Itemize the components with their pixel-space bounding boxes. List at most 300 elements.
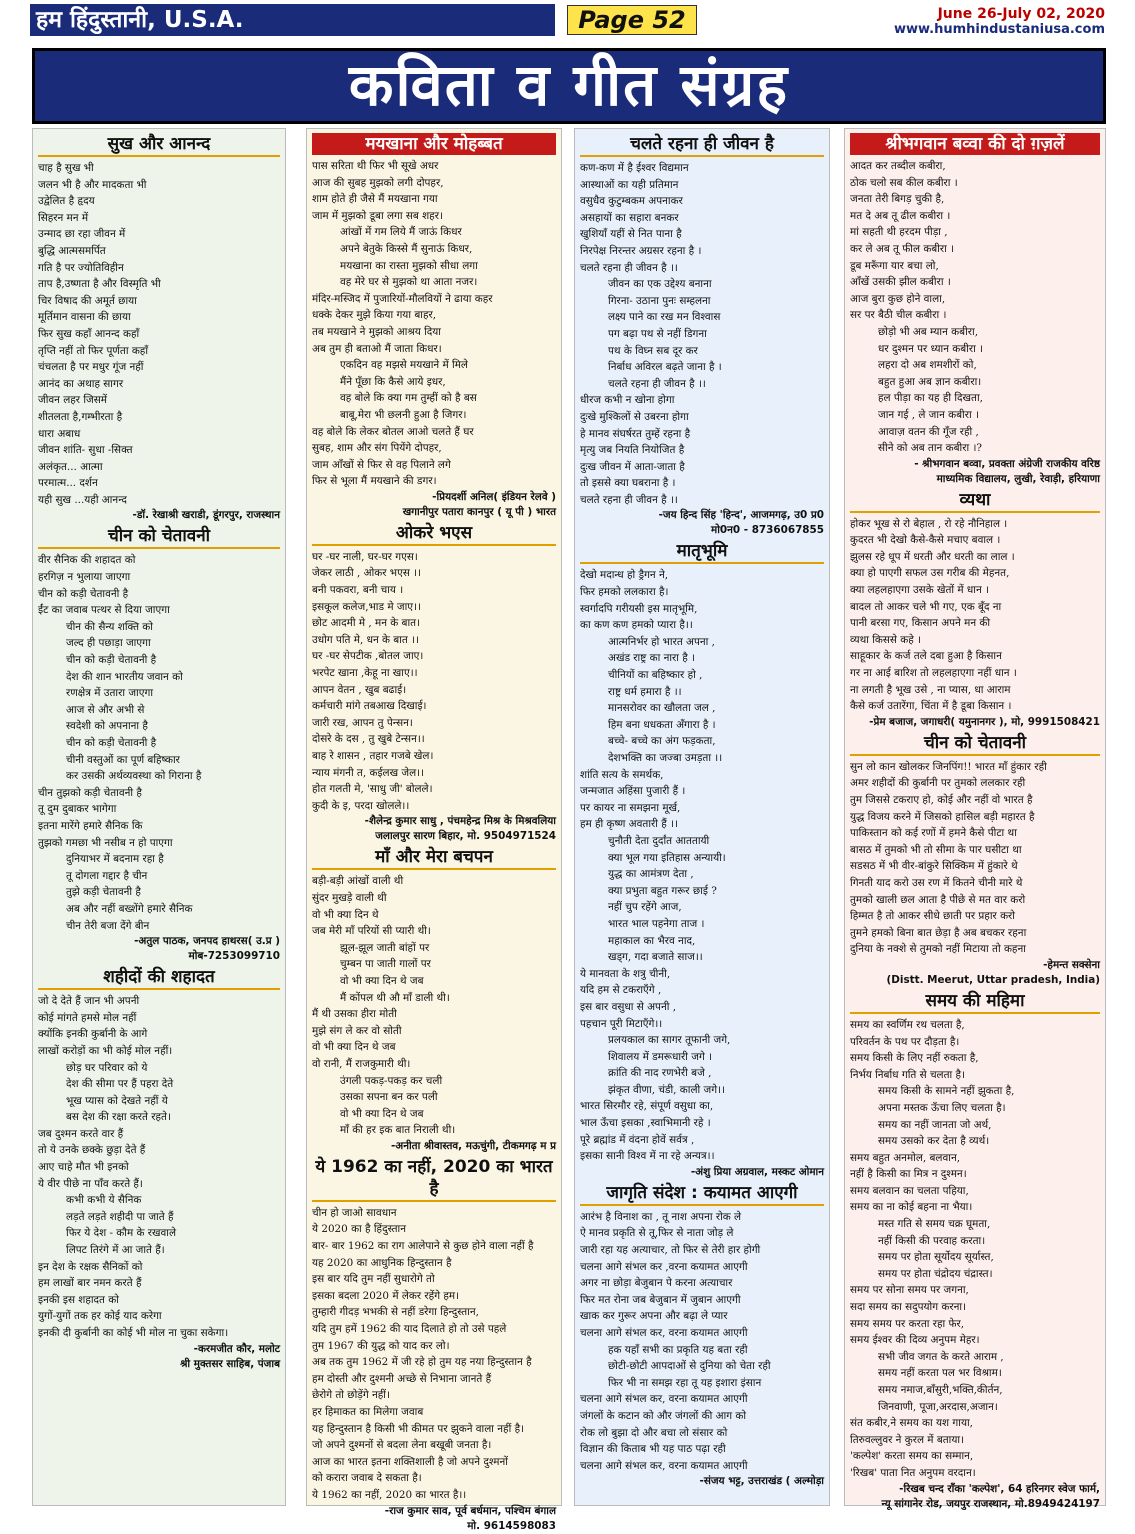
poem-line: अब तक तुम 1962 में जी रहे हो तुम यह नया हिन्दुस्तान है — [312, 1356, 532, 1369]
poem-line: उंगली पकड़-पकड़ कर चली — [340, 1074, 443, 1087]
poem-line: फिर भी ना समझ रहा तू यह इशारा इंसान — [608, 1376, 762, 1389]
poem-line: खड्ग, गदा बजाते साज।। — [608, 951, 703, 964]
poem-line: समय उसको कर देता है व्यर्थ। — [878, 1135, 990, 1148]
poem-author: - श्रीभगवान बव्वा, प्रवक्ता अंग्रेजी राजकीय वरिष्ठ — [914, 457, 1100, 470]
poem-line: नहीं चुप रहेंगे आज, — [608, 901, 682, 914]
poem-line: आज की सुबह मुझको लगी दोपहर, — [312, 176, 444, 189]
poem-line: चीन हो जाओ सावधान — [312, 1206, 397, 1219]
poem-line: इनकी इस शहादत को — [38, 1293, 119, 1306]
poem-line: भारत भाल पहनेगा ताज । — [608, 917, 705, 930]
poem-line: चीन तुझको कड़ी चेतावनी है — [38, 786, 142, 799]
poem-line: रणक्षेत्र में उतारा जाएगा — [66, 687, 154, 700]
poem-line: पाकिस्तान को कई रणों में हमने कैसे पीटा था — [850, 827, 1017, 840]
website-link[interactable]: www.humhindustaniusa.com — [893, 22, 1105, 37]
poem-line: आपन वेतन , खुब बढाई। — [312, 683, 407, 696]
poem-line: इन देश के रक्षक सैनिकों को — [38, 1260, 143, 1273]
poem-line: आज से और अभी से — [66, 703, 145, 716]
poem-line: देखो मदान्ध हो ड्रैगन ने, — [580, 569, 669, 582]
page-banner: कविता व गीत संग्रह — [32, 48, 1106, 124]
poem-line: वह बोले कि क्या गम तुम्हीं को है बस — [340, 392, 477, 405]
poem-line: लिपट तिरंगे में आ जाते हैं। — [66, 1244, 165, 1257]
poem-author: -अतुल पाठक, जनपद हाथरस( उ.प्र ) — [134, 935, 280, 948]
poem-line: बाह रे शासन , तहार गजबे खेल। — [312, 750, 434, 762]
poem-author: -राज कुमार साव, पूर्व बर्धमान, पश्चिम बंगाल — [384, 1504, 556, 1517]
poem-line: समय पर होता चंद्रोदय चंद्रास्त। — [878, 1267, 993, 1280]
poem-line: यदि हम से टकराएँगे , — [580, 984, 662, 997]
poem-line: कर ले अब तू फील कबीरा । — [850, 242, 955, 255]
poem-line: चीन तेरी बजा देंगे बीन — [66, 919, 150, 932]
poem-line: समय बलवान का चलता पहिया, — [850, 1184, 969, 1197]
poem-line: ऐ मानव प्रकृति से तू,फिर से नाता जोड़ ले — [580, 1227, 734, 1240]
poem-line: हम ही कृष्ण अवतारी हैं ।। — [580, 818, 678, 831]
poem-line: वो भी क्या दिन थे जब — [340, 974, 424, 987]
poem-line: निर्बाध अविरल बढ़ते जाना है । — [608, 361, 722, 374]
poem-line: यह हिन्दुस्तान है किसी भी कीमत पर झुकने वाला नहीं है। — [312, 1422, 525, 1435]
poem-line: गर ना आई बारिश तो लहलहाएगा नहीं धान । — [850, 667, 1017, 680]
poem-line: समय समय पर करता रहा फेर, — [850, 1317, 965, 1330]
poem-line: यदि तुम हमें 1962 की याद दिलाते हो तो उसे पहले — [312, 1323, 507, 1336]
poem-line: तुम्हारी गीदड़ भभकी से नहीं डरेगा हिन्दुस्तान, — [312, 1306, 479, 1319]
poem-line: छेरोगे तो छोड़ेंगे नहीं। — [312, 1389, 390, 1402]
poem-line: मैं कोंपल थी औ माँ डाली थी। — [340, 991, 450, 1004]
poem-line: वह मेरे घर से मुझको था आता नजर। — [340, 276, 478, 289]
poem-line: आँखें उसकी झील कबीरा । — [850, 276, 951, 289]
poem-line: चलना आगे संभल कर ,वरना कयामत आएगी — [580, 1260, 748, 1273]
poem-line: अलंकृत... आत्मा — [38, 460, 103, 473]
poem-title: मयखाना और मोहब्बत — [312, 133, 556, 155]
poem-line: ये 1962 का नहीं, 2020 का भारत है।। — [312, 1488, 467, 1501]
poem-line: चंचलता है पर मधुर गूंज नहीं — [38, 361, 144, 374]
poem-line: बासठ में तुमको भी तो सीमा के पार घसीटा था — [850, 843, 1022, 856]
poem-line: दुःखे मुश्किलों से उबरना होगा — [580, 410, 689, 423]
poem-line: तुझको गमछा भी नसीब न हो पाएगा — [38, 836, 173, 849]
poem-line: क्योंकि इनकी कुर्बानी के आगे — [38, 1028, 148, 1041]
poem-line: हिम्मत है तो आकर सीधे छाती पर प्रहार करो — [850, 910, 1015, 923]
poem-line: उन्माद छा रहा जीवन में — [38, 228, 126, 241]
poem-line: जब मेरी माँ परियों सी प्यारी थी। — [312, 925, 431, 938]
poem-line: घर -घर सेपटीक ,बोतल जाए। — [312, 650, 424, 663]
poem-line: मुझे संग ले कर वो सोती — [312, 1024, 402, 1037]
poem-line: वह बोले कि लेकर बोतल आओ चलते हैं घर — [312, 425, 474, 438]
poem-line: दुनिया के नक्शे से तुमको नहीं मिटाया तो कहना — [850, 943, 1026, 956]
poem-line: ठोक चलो सब कील कबीरा । — [850, 176, 958, 189]
poem-line: चीनी वस्तुओं का पूर्ण बहिष्कार — [66, 753, 180, 766]
poem-line: 'रिखब' पाता नित अनुपम वरदान। — [850, 1466, 976, 1479]
column-3 — [574, 128, 830, 1506]
poem-line: बुद्धि आत्मसमर्पित — [38, 244, 106, 257]
poem-line: ना लगती है भूख उसे , ना प्यास, धा आराम — [850, 683, 1011, 696]
poem-line: झूल-झूल जाती बांहों पर — [340, 941, 430, 954]
poem-line: जीवन लहर जिसमें — [38, 394, 108, 407]
poem-line: होकर भूख से रो बेहाल , रो रहे नौनिहाल । — [850, 517, 1008, 530]
poem-line: यही सुख ...यही आनन्द — [38, 493, 127, 506]
poem-line: कैसे कर्ज उतारेंगा, चिंता में है डूबा किसान । — [850, 700, 1012, 713]
poem-title: चीन को चेतावनी — [38, 525, 280, 549]
poem-line: पथ के विघ्न सब दूर कर — [608, 344, 698, 357]
poem-line: अब और नहीं बख्शेंगे हमारे सैनिक — [66, 902, 193, 915]
poem-author: -संजय भट्ट, उत्तराखंड ( अल्मोड़ा — [699, 1475, 824, 1488]
poem-line: संत कबीर,ने समय का यश गाया, — [850, 1417, 973, 1430]
poem-line: तुम जिससे टकराए हो, कोई और नहीं वो भारत है — [850, 794, 1033, 806]
poem-line: मां सहती थी हरदम पीड़ा , — [850, 226, 948, 239]
poem-title: समय की महिमा — [850, 990, 1100, 1014]
poem-title: जागृति संदेश : कयामत आएगी — [580, 1182, 824, 1206]
poem-line: अखंड राष्ट्र का नारा है । — [608, 652, 696, 665]
poem-line: फिर ये देश - कौम के रखवाले — [66, 1227, 177, 1240]
poem-line: मृत्यु जब नियति नियोजित है — [580, 444, 685, 457]
poem-line: बहुत हुआ अब ज्ञान कबीरा। — [878, 375, 982, 388]
poem-line: छोटी-छोटी आपदाओं से दुनिया को चेता रही — [608, 1360, 771, 1373]
poem-line: जो दे देते हैं जान भी अपनी — [38, 995, 140, 1008]
poem-line: पर कायर ना समझना मूर्ख, — [580, 801, 681, 814]
poem-line: ये मानवता के शत्रु चीनी, — [580, 967, 671, 980]
poem-line: तू दोगला गद्दार है चीन — [66, 869, 148, 882]
poem-line: भूख प्यास को देखते नहीं ये — [66, 1094, 168, 1107]
poem-line: पास सरिता थी फिर भी सूखे अधर — [312, 160, 439, 172]
poem-line: अमर शहीदों की कुर्बानी पर तुमको ललकार रही — [850, 777, 1026, 790]
poem-line: मैं थी उसका हीरा मोती — [312, 1008, 397, 1021]
poem-title: श्रीभगवान बव्वा की दो ग़ज़लें — [850, 133, 1100, 155]
poem-line: दुःख जीवन में आता-जाता है — [580, 460, 685, 473]
poem-line: तुझे कड़ी चेतावनी है — [66, 886, 141, 899]
poem-line: क्या लहलहाएगा उसके खेतों में धान । — [850, 584, 990, 597]
poem-line: चलना आगे संभल कर, वरना कयामत आएगी — [580, 1459, 748, 1472]
poem-line: जो अपने दुश्मनों से बदला लेना बखूबी जनता है। — [312, 1439, 492, 1452]
poem-line: न्याय मंगनी त, कईलख जेल।। — [312, 766, 425, 779]
poem-line: समय नमाज,बाँसुरी,भक्ति,कीर्तन, — [878, 1384, 1003, 1396]
poem-line: झुलस रहे धूप में धरती और धरती का लाल । — [850, 550, 1015, 563]
page-number: Page 52 — [567, 5, 697, 35]
poem-line: जिनवाणी, पूजा,अरदास,अजान। — [878, 1400, 998, 1413]
poem-line: महाकाल का भैरव नाद, — [608, 934, 696, 947]
poem-line: सीने को अब तान कबीरा ।? — [878, 442, 982, 455]
poem-line: जन्मजात अहिंसा पुजारी हैं । — [580, 785, 686, 798]
poem-author: -शैलेन्द्र कुमार साधु , पंचमहेन्द्र मिश्र के मिश्रवलिया — [364, 815, 556, 828]
poem-line: जारी रहा यह अत्याचार, तो फिर से तेरी हार होगी — [580, 1244, 761, 1257]
poem-line: ये वीर पीछे ना पाँव करते हैं। — [38, 1177, 143, 1190]
poem-line: आंखों में गम लिये मैं जाऊं किधर — [340, 226, 462, 239]
poem-author: (Distt. Meerut, Uttar pradesh, India) — [886, 973, 1100, 986]
poem-line: को करारा जवाब दे सकता है। — [312, 1472, 422, 1485]
poem-author: -करमजीत कौर, मलोट — [193, 1342, 280, 1355]
poem-line: ईंट का जवाब पत्थर से दिया जाएगा — [38, 604, 170, 617]
poem-line: नहीं किसी की परवाह करता। — [878, 1234, 986, 1247]
poem-line: इनकी दी कुर्बानी का कोई भी मोल ना चुका सकेगा। — [38, 1327, 229, 1339]
poem-line: हक यहाँ सभी का प्रकृति यह बता रही — [608, 1343, 748, 1356]
column-4 — [844, 128, 1106, 1510]
poem-author: -प्रियदर्शी अनिल( इंडियन रेलवे ) — [432, 490, 556, 503]
poem-author: -जय हिन्द सिंह 'हिन्द', आजमगढ़, उ0 प्र0 — [658, 509, 824, 522]
poem-line: छोट आदमी मे , मन के बात। — [312, 617, 421, 630]
poem-line: हरगिज़ न भुलाया जाएगा — [38, 571, 131, 584]
poem-line: विज्ञान की किताब भी यह पाठ पढ़ा रही — [580, 1443, 726, 1456]
poem-line: मानसरोवर का खौलता जल , — [608, 702, 716, 715]
poem-line: राष्ट्र धर्म हमारा है ।। — [608, 685, 682, 698]
poem-line: शांति सत्य के समर्थक, — [580, 768, 664, 781]
poem-line: पूरे ब्रह्मांड में वंदना होवें सर्वत्र , — [580, 1133, 695, 1146]
poem-line: युद्ध विजय करने में जिसको हासिल बड़ी महारत है — [850, 810, 1035, 823]
poem-line: जेकर लाठी , ओकर भएस ।। — [312, 567, 422, 580]
poem-line: चलते रहना ही जीवन है ।। — [580, 493, 678, 506]
poem-line: डूब मरूँगा यार बचा लो, — [850, 259, 939, 272]
poem-line: आस्थाओं का यही प्रतिमान — [580, 178, 679, 191]
poem-line: बच्चे- बच्चे का अंग फड़कता, — [608, 735, 716, 748]
poem-line: छोड़ घर परिवार को ये — [66, 1061, 148, 1074]
poem-line: तृप्ति नहीं तो फिर पूर्णता कहाँ — [38, 344, 149, 357]
poem-line: कभी कभी ये सैनिक — [66, 1194, 142, 1207]
poem-line: फिर से भूला मैं मयखाने की डगर। — [312, 475, 437, 488]
poem-line: व्यथा किससे कहे । — [850, 633, 921, 646]
poem-line: समय बहुत अनमोल, बलवान, — [850, 1151, 961, 1164]
poem-line: कण-कण में है ईश्वर विद्यमान — [580, 162, 689, 174]
poem-line: मस्त गति से समय चक्र घूमता, — [878, 1218, 991, 1231]
poem-line: आदत कर तब्दील कबीरा, — [850, 160, 946, 172]
poem-line: धर दुश्मन पर ध्यान कबीरा । — [878, 342, 984, 355]
poem-line: हिम बना धधकता अँगारा है । — [608, 718, 716, 731]
poem-line: चुनौती देता दुर्दांत आततायी — [608, 834, 710, 847]
poem-line: आए चाहे मौत भी इनको — [38, 1161, 129, 1174]
poem-line: अपने बेतुके किस्से मैं सुनाऊं किधर, — [340, 242, 473, 255]
poem-line: इस बार वसुधा से अपनी , — [580, 1000, 677, 1013]
poem-title: चीन को चेतावनी — [850, 732, 1100, 756]
poem-line: वो भी क्या दिन थे जब — [312, 1041, 396, 1054]
poem-title: मातृभूमि — [580, 540, 824, 564]
poem-line: स्वदेशी को अपनाना है — [66, 720, 148, 733]
poem-line: लहरा दो अब शमशीरों को, — [878, 359, 977, 372]
poem-line: चीन को कड़ी चेतावनी है — [38, 587, 129, 600]
poem-line: लक्ष्य पाने का रख मन विश्वास — [608, 311, 721, 324]
poem-line: चाह है सुख भी — [38, 162, 94, 174]
column-1 — [32, 128, 286, 1506]
poem-title: माँ और मेरा बचपन — [312, 846, 556, 870]
poem-line: क्या हो पाएगी सफल उस गरीब की मेहनत, — [850, 567, 1010, 580]
poem-line: हल पीड़ा का यह ही दिखता, — [878, 392, 983, 405]
poem-line: पग बढ़ा पथ से नहीं डिगना — [608, 327, 707, 340]
poem-line: समय पर सोना समय पर जगना, — [850, 1284, 969, 1297]
poem-line: सुबह, शाम और संग पियेंगे दोपहर, — [312, 442, 442, 455]
poem-line: प्रलयकाल का सागर तूफानी जगे, — [608, 1034, 731, 1047]
poem-line: साहूकार के कर्ज तले दबा हुआ है किसान — [850, 650, 1002, 663]
poem-line: गिरना- उठाना पुनः सम्हलना — [608, 294, 711, 307]
poem-author: -अनीता श्रीवास्तव, मऊचुंगी, टीकमगढ़ म प्र — [390, 1139, 556, 1152]
poem-line: तुमको खाली छल आता है पीछे से मत वार करो — [850, 893, 1026, 906]
poem-line: मूर्तिमान वासना की छाया — [38, 311, 131, 324]
poem-line: तब मयखाने ने मुझको आश्रय दिया — [312, 325, 442, 338]
poem-line: इसका सानी विश्व में ना रहे अन्यत्र।। — [580, 1150, 715, 1163]
poem-line: घर -घर नाली, घर-घर गएस। — [312, 550, 418, 563]
poem-line: निरपेक्ष निरन्तर अग्रसर रहना है । — [580, 244, 702, 257]
poem-author: -हेमन्त सक्सेना — [1043, 958, 1100, 971]
poem-line: देश की सीमा पर हैं पहरा देते — [66, 1078, 174, 1091]
poem-line: क्या भूल गया इतिहास अन्यायी। — [608, 851, 726, 864]
poem-line: चीन को कड़ी चेतावनी है — [66, 737, 157, 749]
poem-line: धीरज कभी न खोना होगा — [580, 394, 675, 407]
poem-line: जाम आँखों से फिर से वह पिलाने लगे — [312, 458, 451, 471]
poem-line: भरपेट खाना ,केहू ना खाए।। — [312, 667, 418, 680]
poem-line: गति है पर ज्योतिविहीन — [38, 261, 124, 274]
poem-line: सदा समय का सदुपयोग करना। — [850, 1301, 967, 1314]
poem-line: धारा अबाध — [38, 427, 81, 440]
poem-title: चलते रहना ही जीवन है — [580, 133, 824, 157]
poem-author: श्री मुक्तसर साहिब, पंजाब — [180, 1357, 280, 1370]
poem-line: दुनियाभर में बदनाम रहा है — [66, 853, 164, 866]
poem-line: उधोग पति मे, धन के बात ।। — [312, 633, 420, 646]
poem-line: नहीं है किसी का मित्र न दुश्मन। — [850, 1168, 967, 1181]
poem-line: पहचान पूरी मिटाएँगे।। — [580, 1017, 663, 1030]
poem-line: आज बुरा कुछ होने वाला, — [850, 292, 946, 305]
poem-line: युद्ध का आमंत्रण देता , — [608, 868, 694, 881]
poem-line: झंकृत वीणा, चंडी, काली जगे।। — [608, 1083, 725, 1096]
poem-line: चलते रहना ही जीवन है ।। — [608, 377, 706, 390]
poem-line: उद्वेलित है हृदय — [38, 195, 95, 208]
poem-line: अपना मस्तक ऊँचा लिए चलता है। — [878, 1101, 1006, 1114]
poem-line: इस बार यदि तुम नहीं सुधारोगे तो — [312, 1273, 435, 1286]
poem-line: क्या प्रभुता बहुत गरूर छाई ? — [608, 884, 717, 897]
poem-line: निर्भय निर्बाध गति से चलता है। — [850, 1068, 965, 1081]
poem-line: लाखों करोड़ों का भी कोई मोल नहीं। — [38, 1044, 173, 1057]
poem-title: ये 1962 का नहीं, 2020 का भारत है — [312, 1156, 556, 1202]
poem-line: समय का ना कोई बहना ना भैया। — [850, 1201, 973, 1214]
poem-title: सुख और आनन्द — [38, 133, 280, 157]
poem-title: व्यथा — [850, 489, 1100, 513]
poem-line: समय किसी के लिए नहीं रुकता है, — [850, 1052, 979, 1065]
poem-line: होत गलती मे, 'साधु जी' बोलले। — [312, 783, 433, 796]
poem-line: मैंने पूँछा कि कैसे आये इधर, — [340, 375, 446, 388]
poem-line: सर पर बैठी चील कबीरा । — [850, 309, 947, 322]
poem-line: माँ की हर इक बात निराली थी। — [340, 1124, 456, 1137]
poem-line: वो भी क्या दिन थे जब — [340, 1107, 424, 1120]
poem-author: न्यू सांगानेर रोड, जयपुर राजस्थान, मो.8949424197 — [881, 1497, 1100, 1510]
poem-author: मो0न0 - 8736067855 — [711, 524, 824, 537]
poem-line: वीर सैनिक की शहादत को — [38, 554, 136, 567]
poem-line: ताप है,उष्णता है और विस्मृति भी — [38, 278, 161, 291]
poem-line: दोसरे के दस , तु खुबे टेन्सन।। — [312, 733, 425, 746]
poem-title: ओकरे भएस — [312, 522, 556, 546]
poem-line: जब दुश्मन करते वार हैं — [38, 1127, 124, 1140]
poem-line: फिर मत रोना जब बेजुबान में जुबान आएगी — [580, 1293, 741, 1306]
poem-line: आनंद का अथाह सागर — [38, 377, 124, 390]
poem-line: जंगलों के कटान को और जंगलों की आग को — [580, 1409, 747, 1422]
poem-line: जल्द ही पछाड़ा जाएगा — [66, 637, 151, 650]
poem-line: चलना आगे संभल कर, वरना कयामत आएगी — [580, 1327, 748, 1339]
poem-line: आत्मनिर्भर हो भारत अपना , — [608, 635, 715, 648]
poem-line: ये 2020 का है हिंदुस्तान — [312, 1223, 407, 1236]
poem-line: वसुधैव कुटुम्बकम अपनाकर — [580, 195, 683, 208]
poem-line: तुम 1967 की युद्ध को याद कर लो। — [312, 1339, 450, 1352]
poem-line: हे मानव संघर्षरत तुम्हें रहना है — [580, 427, 691, 440]
poem-line: सिहरन मन में — [38, 211, 89, 224]
poem-author: -रिखब चन्द राँका 'कल्पेश', 64 हरिनगर स्वेज फार्म, — [899, 1482, 1100, 1495]
poem-line: गिनती याद करो उस रण में कितने चीनी मारे थे — [850, 876, 1023, 889]
poem-line: कुदी के इ, परदा खोलले।। — [312, 799, 410, 812]
poem-line: सभी जीव जगत के करते आराम , — [878, 1350, 1004, 1363]
poem-line: शीतलता है,गम्भीरता है — [38, 410, 123, 423]
issue-date-block — [894, 6, 1105, 38]
poem-line: भारत सिरमौर रहे, संपूर्ण वसुधा का, — [580, 1100, 714, 1113]
poem-line: क्रांति की नाद रणभेरी बजे , — [608, 1067, 712, 1080]
poem-line: समय का स्वर्णिम रथ चलता है, — [850, 1018, 965, 1031]
poem-author: माध्यमिक विद्यालय, लुखी, रेवाड़ी, हरियाणा — [936, 472, 1100, 485]
poem-line: समय किसी के सामने नहीं झुकता है, — [878, 1085, 1015, 1098]
poem-title: शहीदों की शहादत — [38, 966, 280, 990]
poem-line: आज का भारत इतना शक्तिशाली है जो अपने दुश्मनों — [312, 1455, 508, 1468]
poem-line: चीन को कड़ी चेतावनी है — [66, 654, 157, 667]
poem-line: तुमने हमको बिना बात छेड़ा है अब बचकर रहना — [850, 926, 1027, 939]
poem-line: जान गई , ले जान कबीरा । — [878, 408, 979, 421]
poem-line: मंदिर-मस्जिद में पुजारियों-मौलवियों ने ढाया कहर — [312, 292, 493, 305]
column-2 — [306, 128, 562, 1532]
poem-line: मत दे अब तू ढील कबीरा । — [850, 209, 951, 222]
poem-line: बादल तो आकर चले भी गए, एक बूँद ना — [850, 600, 1002, 613]
poem-line: सडसठ में भी वीर-बांकुरे सिक्किम में हुंकारे थे — [850, 860, 1018, 873]
poem-line: चलते रहना ही जीवन है ।। — [580, 261, 678, 274]
poem-line: जाम में मुझको डूबा लगा सब शहर। — [312, 209, 443, 222]
poem-line: वो भी क्या दिन थे — [312, 908, 379, 921]
poem-line: जलन भी है और मादकता भी — [38, 178, 147, 191]
poem-line: पानी बरसा गए, किसान अपने मन की — [850, 617, 991, 630]
poem-line: अब तुम ही बताओ मैं जाता किधर। — [312, 342, 442, 355]
poem-line: परमात्म... दर्शन — [38, 477, 98, 490]
poem-line: शाम होते ही जैसे मैं मयखाना गया — [312, 193, 438, 206]
poem-line: स्वर्गादपि गरीयसी इस मातृभूमि, — [580, 602, 698, 615]
poem-line: आरंभ है विनाश का , तू नाश अपना रोक ले — [580, 1210, 742, 1223]
poem-line: खुशियाँ यहीं से नित पाना है — [580, 228, 682, 241]
poem-line: इसकूल कलेज,भाड मे जाए।। — [312, 600, 421, 613]
poem-line: बार- बार 1962 का राग आलेपाने से कुछ होने वाला नहीं है — [312, 1240, 534, 1253]
poem-line: लड़ते लड़ते शहीदी पा जाते हैं — [66, 1210, 174, 1223]
poem-line: कर उसकी अर्थव्यवस्था को गिराना है — [66, 770, 202, 783]
poem-line: समय का नहीं जानता जो अर्थ, — [878, 1118, 992, 1131]
poem-line: परिवर्तन के पथ पर दौड़ता है। — [850, 1035, 960, 1048]
poem-line: बाबू,मेरा भी छलनी हुआ है जिगर। — [340, 408, 467, 421]
poem-line: वो रानी, मैं राजकुमारी थी। — [312, 1057, 411, 1070]
poem-line: खाक कर गुरूर अपना और बढ़ा ले प्यार — [580, 1310, 728, 1323]
poem-line: तू दुम दुबाकर भागेगा — [38, 803, 117, 816]
poem-line: इसका बदला 2020 में लेकर रहेंगे हम। — [312, 1289, 460, 1302]
poem-line: फिर हमको ललकारा है। — [580, 586, 669, 599]
newspaper-name: हम हिंदुस्तानी, U.S.A. — [30, 4, 555, 36]
poem-author: -प्रेम बजाज, जगाधरी( यमुनानगर ), मो, 9991508421 — [869, 715, 1100, 728]
poem-line: तिरुवल्लुवर ने कुरल में बताया। — [850, 1433, 965, 1446]
poem-line: जारी रख, आपन तु पेन्सन। — [312, 716, 413, 729]
poem-line: जीवन का एक उद्देश्य बनाना — [608, 278, 712, 291]
poem-author: जलालपुर सारण बिहार, मो. 9504971524 — [375, 830, 556, 843]
poem-line: कुदरत भी देखो कैसे-कैसे मचाए बवाल । — [850, 534, 1001, 547]
poem-line: हम लाखों बार नमन करते हैं — [38, 1277, 142, 1290]
poem-line: शिवालय में डमरूधारी जगे । — [608, 1050, 713, 1063]
poem-line: हर हिमाकत का मिलेगा जवाब — [312, 1406, 424, 1418]
poem-line: असहायों का सहारा बनकर — [580, 211, 679, 224]
poem-line: कोई मांगते हमसे मोल नहीं — [38, 1011, 137, 1024]
poem-author: मो. 9614598083 — [467, 1519, 556, 1532]
poem-author: मोब-7253099710 — [188, 950, 280, 963]
poem-line: यह 2020 का आधुनिक हिन्दुस्तान है — [312, 1256, 452, 1269]
poem-line: हम दोस्ती और दुश्मनी अच्छे से निभाना जानते हैं — [312, 1372, 492, 1385]
poem-line: फिर सुख कहाँ आनन्द कहाँ — [38, 327, 140, 340]
poem-line: धक्के देकर मुझे किया गया बाहर, — [312, 309, 437, 322]
masthead — [0, 0, 1135, 44]
poem-line: चीनियों का बहिष्कार हो , — [608, 669, 703, 682]
poem-line: बनी पकवरा, बनी चाय । — [312, 584, 404, 597]
poem-line: अगर ना छोड़ा बेजुबान पे करना अत्याचार — [580, 1277, 733, 1290]
poem-line: आवाज़ वतन की गूँज रही , — [878, 425, 979, 438]
poem-line: चुम्बन पा जाती गालों पर — [340, 958, 431, 971]
poem-line: इतना मारेंगे हमारे सैनिक कि — [38, 819, 143, 832]
poem-line: मयखाना का रास्ता मुझको सीधा लगा — [340, 259, 478, 272]
poem-line: समय नहीं करता पल भर विश्राम। — [878, 1367, 1002, 1380]
poem-author: -डॉ. रेखाश्री खराडी, डूंगरपुर, राजस्थान — [132, 509, 280, 522]
poem-line: युगों-युगों तक हर कोई याद करेगा — [38, 1310, 162, 1323]
